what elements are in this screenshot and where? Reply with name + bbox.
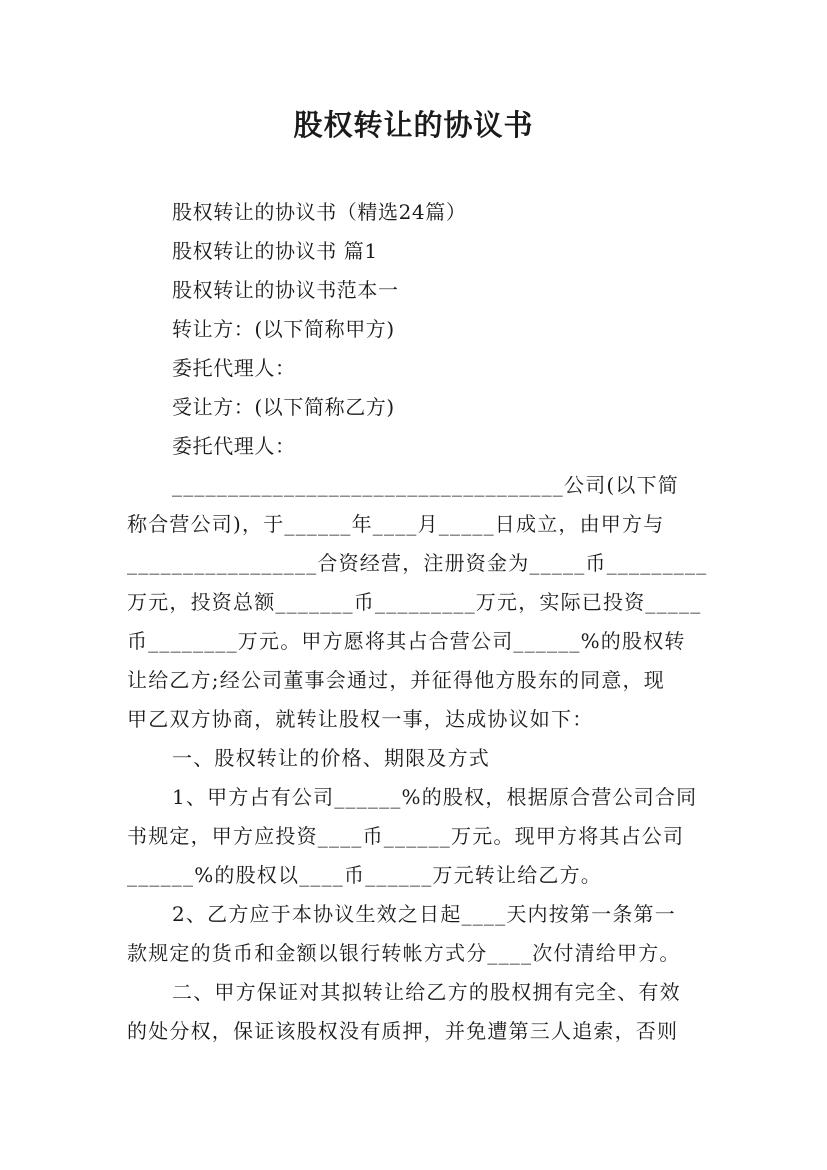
subtitle-line: 股权转让的协议书（精选24篇） — [172, 200, 467, 224]
clause-line: 书规定，甲方应投资____币______万元。现甲方将其占公司 — [127, 824, 685, 848]
clause-heading-line: 一、股权转让的价格、期限及方式 — [172, 746, 490, 770]
paragraph-line: _________________合资经营，注册资金为_____币_________ — [127, 551, 708, 575]
clause-line: 1、甲方占有公司______%的股权，根据原合营公司合同 — [172, 785, 698, 809]
clause-line: 2、乙方应于本协议生效之日起____天内按第一条第一 — [172, 902, 676, 926]
transferor-agent-line: 委托代理人： — [172, 356, 296, 380]
paragraph-line: 币________万元。甲方愿将其占合营公司______%的股权转 — [127, 629, 686, 653]
section-heading-line: 股权转让的协议书 篇1 — [172, 239, 378, 263]
clause-line: 二、甲方保证对其拟转让给乙方的股权拥有完全、有效 — [172, 980, 681, 1004]
template-heading-line: 股权转让的协议书范本一 — [172, 278, 399, 302]
transferee-line: 受让方：(以下简称乙方) — [172, 395, 395, 419]
clause-line: 的处分权，保证该股权没有质押，并免遭第三人追索，否则 — [127, 1019, 679, 1043]
transferee-agent-line: 委托代理人： — [172, 434, 296, 458]
paragraph-line: 万元，投资总额_______币_________万元，实际已投资_____ — [127, 590, 702, 614]
clause-line: 款规定的货币和金额以银行转帐方式分____次付清给甲方。 — [127, 941, 681, 965]
paragraph-line: 甲乙双方协商，就转让股权一事，达成协议如下： — [127, 707, 594, 731]
paragraph-line: 让给乙方;经公司董事会通过，并征得他方股东的同意，现 — [127, 668, 665, 692]
paragraph-line: 称合营公司)，于______年____月_____日成立，由甲方与 — [127, 512, 665, 536]
document-title: 股权转让的协议书 — [293, 108, 534, 142]
clause-line: ______%的股权以____币______万元转让给乙方。 — [127, 863, 603, 887]
transferor-line: 转让方：(以下简称甲方) — [172, 317, 395, 341]
paragraph-line: ___________________________________公司(以下简 — [172, 473, 680, 497]
